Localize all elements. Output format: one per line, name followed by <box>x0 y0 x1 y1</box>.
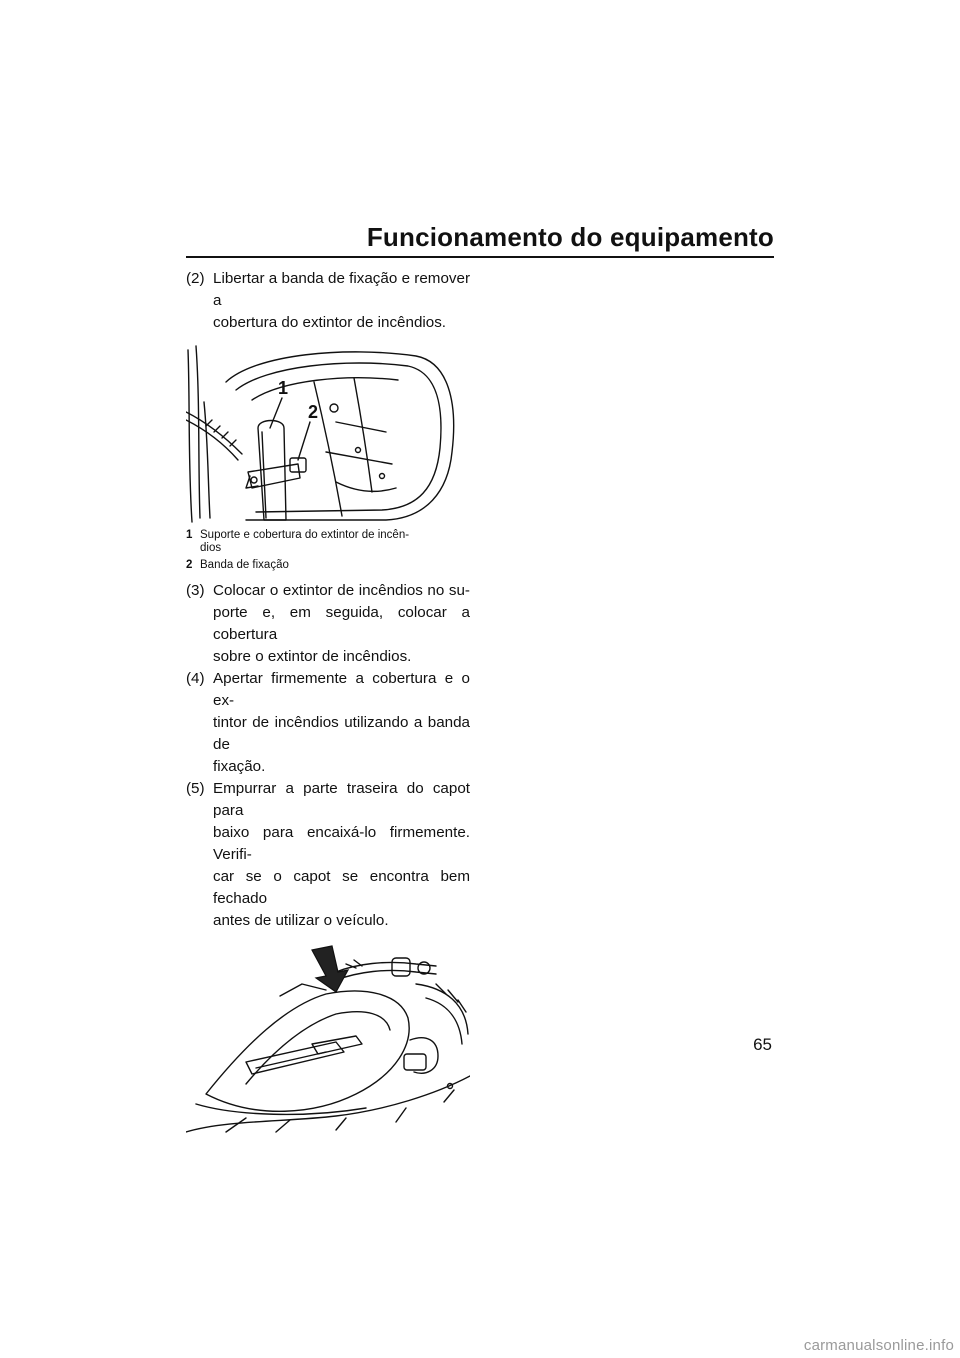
step-5 <box>186 778 470 932</box>
callout-item <box>186 529 470 555</box>
callout-marker-1: 1 <box>278 378 289 398</box>
page-header <box>186 222 774 258</box>
step-4 <box>186 668 470 778</box>
step-line: porte e, em seguida, colocar a cobertura <box>213 604 470 643</box>
main-column <box>186 268 470 1134</box>
step-number: (4) <box>186 670 205 687</box>
step-3 <box>186 580 470 668</box>
step-line: Libertar a banda de fixação e remover a <box>213 270 470 309</box>
step-line: Empurrar a parte traseira do capot para <box>213 780 470 819</box>
step-number: (5) <box>186 780 205 797</box>
step-line: car se o capot se encontra bem fechado <box>213 868 470 907</box>
step-text <box>213 668 470 778</box>
step-text <box>213 580 470 668</box>
step-number: (3) <box>186 582 205 599</box>
step-2 <box>186 268 470 334</box>
step-line: sobre o extintor de incêndios. <box>213 648 412 665</box>
callout-number: 1 <box>186 529 193 541</box>
callout-label <box>200 559 470 572</box>
step-text <box>213 778 470 932</box>
callout-item <box>186 559 470 572</box>
hood-closing-illustration <box>186 944 470 1134</box>
page-title: Funcionamento do equipamento <box>366 222 774 252</box>
watermark: carmanualsonline.info <box>803 1337 954 1354</box>
callout-line: Banda de fixação <box>200 559 289 571</box>
callout-line: Suporte e cobertura do extintor de incên- <box>200 529 410 541</box>
step-line: cobertura do extintor de incêndios. <box>213 314 447 331</box>
page-number: 65 <box>753 1035 772 1054</box>
step-line: Colocar o extintor de incêndios no su- <box>213 582 470 599</box>
step-text <box>213 268 470 334</box>
step-number: (2) <box>186 270 205 287</box>
callout-number: 2 <box>186 559 193 571</box>
step-line: antes de utilizar o veículo. <box>213 912 389 929</box>
callout-label <box>200 529 470 555</box>
step-line: baixo para encaixá-lo firmemente. Verifi- <box>213 824 470 863</box>
callout-line: dios <box>200 542 222 554</box>
step-line: Apertar firmemente a cobertura e o ex- <box>213 670 470 709</box>
step-line: fixação. <box>213 758 266 775</box>
figure-callout-list <box>186 529 470 572</box>
fire-extinguisher-compartment-illustration <box>186 342 470 524</box>
step-line: tintor de incêndios utilizando a banda de <box>213 714 470 753</box>
callout-marker-2: 2 <box>308 402 319 422</box>
